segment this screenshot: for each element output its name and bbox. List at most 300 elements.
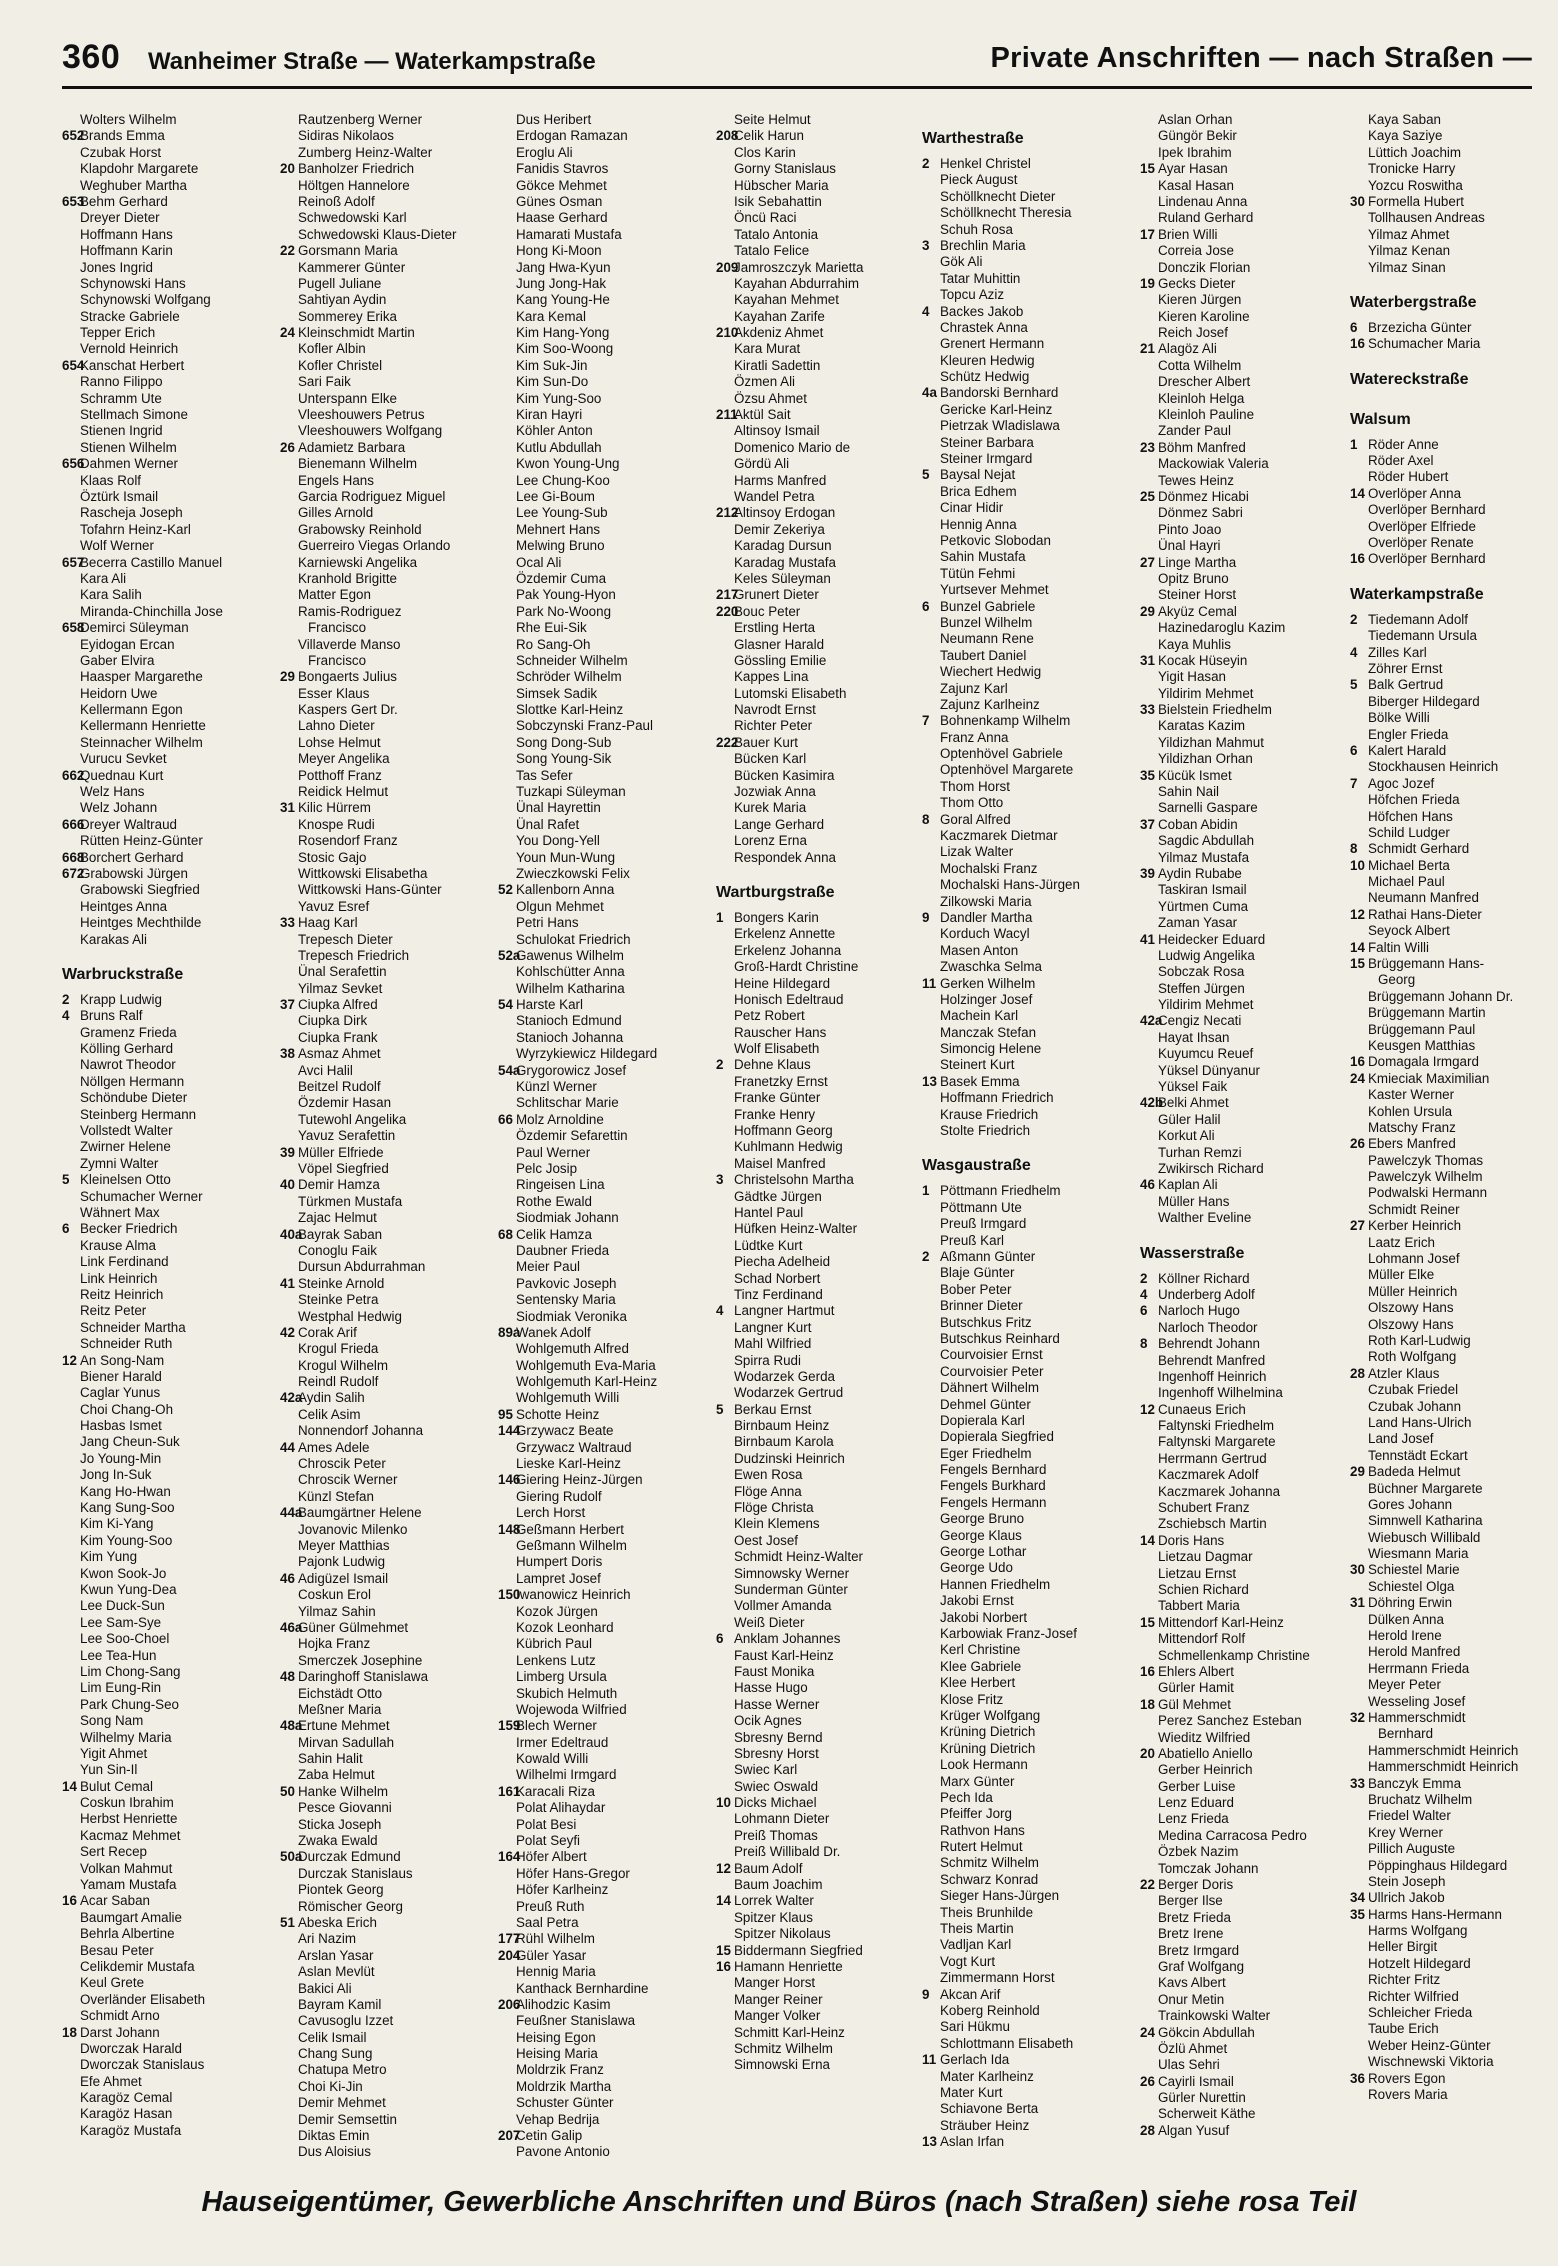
house-number: 30 [1350, 1562, 1365, 1578]
resident-entry [1140, 899, 1354, 915]
resident-entry [1140, 964, 1354, 980]
resident-entry [280, 1013, 494, 1029]
resident-entry [1140, 161, 1354, 177]
resident-entry [1140, 1844, 1354, 1860]
resident-name: Marx Günter [940, 1773, 1015, 1789]
resident-entry [1350, 645, 1558, 661]
street-heading [922, 1153, 1136, 1179]
resident-entry [716, 735, 930, 751]
resident-entry [716, 1254, 930, 1270]
house-number: 2 [922, 156, 930, 171]
resident-name: Graf Wolfgang [1158, 1958, 1245, 1974]
resident-name: Schild Ludger [1368, 824, 1450, 840]
resident-name: Bongaerts Julius [298, 669, 397, 685]
resident-name: Seite Helmut [734, 112, 811, 127]
resident-entry [716, 341, 930, 357]
resident-entry [280, 686, 494, 702]
resident-name: Hong Ki-Moon [516, 243, 602, 259]
resident-name: Rothe Ewald [516, 1193, 592, 1209]
resident-name: Keusgen Matthias [1368, 1037, 1476, 1053]
resident-name: Erstling Herta [734, 620, 816, 636]
resident-name: Yozcu Roswitha [1368, 177, 1463, 193]
resident-entry [1350, 776, 1558, 792]
resident-entry [1140, 1566, 1354, 1582]
resident-name: Klein Klemens [734, 1516, 820, 1532]
resident-entry [1350, 743, 1558, 759]
resident-name: Ünal Serafettin [298, 964, 387, 980]
resident-entry [498, 243, 712, 259]
house-number: 20 [280, 161, 295, 177]
resident-entry [716, 1730, 930, 1746]
house-number: 22 [1140, 1877, 1155, 1893]
resident-name: Masen Anton [940, 942, 1019, 958]
resident-name: Scherweit Käthe [1158, 2106, 1256, 2122]
resident-name: Overlöper Bernhard [1368, 551, 1486, 567]
house-number: 24 [1350, 1070, 1365, 1086]
resident-entry [716, 1811, 930, 1827]
resident-name: Wilhelmy Maria [80, 1729, 172, 1745]
resident-name: Machein Karl [940, 1008, 1019, 1024]
street-heading [1350, 290, 1558, 316]
house-number: 26 [280, 439, 295, 455]
resident-name: Backes Jakob [940, 303, 1024, 319]
resident-name: Humpert Doris [516, 1554, 603, 1570]
house-number: 12 [62, 1352, 77, 1368]
resident-entry [1140, 1320, 1354, 1336]
resident-name: Müller Hans [1158, 1193, 1230, 1209]
resident-name: Franke Henry [734, 1106, 816, 1122]
resident-entry [62, 718, 276, 734]
resident-entry [1140, 1079, 1354, 1095]
resident-name: Karadag Dursun [734, 538, 832, 554]
house-number: 12 [716, 1860, 731, 1876]
resident-name: Stellmach Simone [80, 407, 188, 423]
resident-name: Erkelenz Annette [734, 926, 836, 942]
resident-name: Wohlgemuth Eva-Maria [516, 1357, 656, 1373]
resident-name: Park No-Woong [516, 603, 612, 619]
resident-name: Maisel Manfred [734, 1155, 826, 1171]
resident-name: Cayirli Ismail [1158, 2073, 1234, 2089]
resident-entry [922, 910, 1136, 926]
resident-entry [62, 1369, 276, 1385]
resident-name: Courvoisier Ernst [940, 1347, 1043, 1363]
resident-name: Kranhold Brigitte [298, 570, 397, 586]
resident-name: Stracke Gabriele [80, 308, 180, 324]
resident-entry [498, 1063, 712, 1079]
resident-name: Knospe Rudi [298, 816, 375, 832]
resident-name: Basek Emma [940, 1073, 1020, 1089]
resident-name: Sahin Nail [1158, 784, 1220, 800]
resident-name: Coban Abidin [1158, 816, 1238, 832]
resident-name: Demir Semsettin [298, 2111, 397, 2127]
resident-name: Aßmann Günter [940, 1249, 1036, 1264]
resident-name: Pillich Auguste [1368, 1841, 1456, 1857]
resident-entry [716, 1008, 930, 1024]
resident-name: Besau Peter [80, 1942, 154, 1958]
resident-name: Bulut Cemal [80, 1778, 153, 1794]
resident-name: Hotzelt Hildegard [1368, 1955, 1471, 1971]
resident-entry [498, 1620, 712, 1636]
resident-name: Eichstädt Otto [298, 1685, 383, 1701]
resident-entry [716, 178, 930, 194]
resident-entry [1140, 358, 1354, 374]
resident-entry [1140, 1713, 1354, 1729]
resident-entry [1140, 1210, 1354, 1226]
resident-entry [1350, 1677, 1558, 1693]
resident-entry [62, 1844, 276, 1860]
resident-name: Borchert Gerhard [80, 849, 184, 865]
resident-entry [922, 287, 1136, 303]
resident-entry [922, 926, 1136, 942]
resident-entry [280, 1063, 494, 1079]
resident-entry [922, 1495, 1136, 1511]
resident-entry [62, 1975, 276, 1991]
resident-name: Mater Kurt [940, 2084, 1003, 2100]
resident-name: Kacmaz Mehmet [80, 1827, 181, 1843]
resident-name: Lietzau Dagmar [1158, 1549, 1253, 1565]
resident-name: Stienen Ingrid [80, 423, 163, 439]
resident-name: Karagöz Cemal [80, 2090, 173, 2106]
resident-name: Tewes Heinz [1158, 472, 1234, 488]
house-number: 66 [498, 1111, 513, 1127]
resident-entry [716, 1828, 930, 1844]
resident-entry [62, 522, 276, 538]
resident-name: Kang Ho-Hwan [80, 1483, 171, 1499]
resident-name: Adigüzel Ismail [298, 1570, 389, 1586]
resident-entry [922, 1446, 1136, 1462]
resident-entry [498, 1505, 712, 1521]
resident-entry [716, 538, 930, 554]
resident-entry [1140, 637, 1354, 653]
resident-name: Römischer Georg [298, 1898, 403, 1914]
resident-entry [716, 1467, 930, 1483]
resident-entry [280, 800, 494, 816]
resident-name: Höfer Hans-Gregor [516, 1865, 630, 1881]
resident-name: Rovers Egon [1368, 2070, 1446, 2086]
resident-entry [1350, 1464, 1558, 1480]
resident-entry [716, 1041, 930, 1057]
house-number: 5 [922, 467, 930, 483]
resident-name: Brands Emma [80, 128, 165, 144]
resident-name: Cengiz Necati [1158, 1013, 1242, 1029]
resident-entry [498, 1571, 712, 1587]
resident-name: Demir Zekeriya [734, 521, 825, 537]
resident-entry [1350, 874, 1558, 890]
house-number: 44a [280, 1505, 303, 1521]
resident-name: Tofahrn Heinz-Karl [80, 521, 191, 537]
resident-name: Heising Maria [516, 2046, 598, 2062]
resident-name: Faust Karl-Heinz [734, 1647, 834, 1663]
resident-entry [716, 1762, 930, 1778]
street-name: Wasgaustraße [922, 1157, 1031, 1175]
resident-entry [1350, 1267, 1558, 1283]
resident-name: Sobczynski Franz-Paul [516, 718, 653, 734]
resident-entry [716, 1139, 930, 1155]
resident-name: Blech Werner [516, 1718, 597, 1734]
resident-entry [1140, 505, 1354, 521]
resident-name: Bruchatz Wilhelm [1368, 1791, 1473, 1807]
resident-name: Sbresny Bernd [734, 1729, 823, 1745]
resident-entry [498, 522, 712, 538]
resident-entry [62, 1992, 276, 2008]
house-number: 28 [1140, 2122, 1155, 2138]
resident-entry [1140, 817, 1354, 833]
resident-entry [498, 1407, 712, 1423]
resident-name: Lenz Eduard [1158, 1795, 1234, 1811]
resident-entry [1140, 456, 1354, 472]
resident-entry [498, 128, 712, 144]
house-number: 9 [922, 1986, 930, 2002]
resident-name: Kieren Karoline [1158, 308, 1250, 324]
resident-name: Ciupka Dirk [298, 1013, 368, 1029]
resident-name: Grenert Hermann [940, 336, 1045, 352]
resident-name: Haag Karl [298, 915, 358, 931]
resident-name: Ünal Hayrettin [516, 800, 601, 816]
resident-name: Dicks Michael [734, 1795, 817, 1811]
resident-entry [1140, 1145, 1354, 1161]
resident-name: Schneider Wilhelm [516, 652, 628, 668]
resident-entry [922, 1937, 1136, 1953]
resident-entry [716, 1795, 930, 1811]
resident-name: Rosendorf Franz [298, 833, 398, 849]
resident-entry [716, 1533, 930, 1549]
resident-entry [280, 555, 494, 571]
resident-name: Choi Chang-Oh [80, 1401, 174, 1417]
resident-entry [1140, 309, 1354, 325]
page-number: 360 [62, 38, 121, 76]
resident-entry [1350, 1251, 1558, 1267]
resident-entry [498, 309, 712, 325]
resident-entry [62, 1090, 276, 1106]
resident-entry [62, 751, 276, 767]
resident-entry [62, 358, 276, 374]
resident-name: Kaczmarek Johanna [1158, 1483, 1281, 1499]
resident-name: Schröder Wilhelm [516, 669, 622, 685]
resident-entry [716, 718, 930, 734]
resident-name: Schubert Franz [1158, 1500, 1250, 1516]
resident-name: Demir Mehmet [298, 2095, 386, 2111]
resident-entry [922, 2019, 1136, 2035]
resident-entry [280, 1981, 494, 1997]
resident-entry [1350, 1300, 1558, 1316]
resident-entry [716, 943, 930, 959]
resident-entry [1140, 1194, 1354, 1210]
resident-entry [280, 997, 494, 1013]
resident-name: Pelc Josip [516, 1161, 578, 1176]
resident-name: Dworczak Stanislaus [80, 2057, 205, 2073]
resident-entry [280, 374, 494, 390]
resident-entry [1140, 1112, 1354, 1128]
resident-entry [280, 768, 494, 784]
resident-name: Schöndube Dieter [80, 1090, 188, 1106]
resident-entry [280, 2013, 494, 2029]
resident-name: Wolf Werner [80, 538, 154, 554]
resident-name: Gerlach Ida [940, 2052, 1010, 2068]
resident-name: Atzler Klaus [1368, 1365, 1440, 1381]
resident-name: Höfchen Hans [1368, 808, 1453, 824]
house-number: 5 [1350, 677, 1358, 693]
resident-entry [62, 800, 276, 816]
resident-name: Grabowsky Reinhold [298, 521, 422, 537]
resident-entry [498, 1292, 712, 1308]
resident-entry [716, 1353, 930, 1369]
resident-name: Yildizhan Mahmut [1158, 734, 1264, 750]
resident-name: Tabbert Maria [1158, 1598, 1240, 1614]
resident-name: Schiestel Marie [1368, 1562, 1460, 1578]
resident-entry [62, 1664, 276, 1680]
resident-entry [1140, 227, 1354, 243]
resident-name: Blaje Günter [940, 1265, 1015, 1281]
house-number: 51 [280, 1914, 295, 1930]
resident-entry [1350, 1513, 1558, 1529]
resident-name: Yavuz Esref [298, 898, 370, 914]
resident-name: Tomczak Johann [1158, 1860, 1259, 1876]
resident-entry [1140, 1385, 1354, 1401]
house-number: 16 [1350, 1054, 1365, 1070]
resident-entry [1140, 1893, 1354, 1909]
resident-entry [280, 1456, 494, 1472]
resident-entry [922, 894, 1136, 910]
resident-entry [280, 243, 494, 259]
resident-name: Spitzer Nikolaus [734, 1926, 831, 1942]
resident-entry [716, 587, 930, 603]
resident-entry [1140, 2074, 1354, 2090]
resident-entry [922, 1123, 1136, 1139]
resident-name: Rauscher Hans [734, 1024, 827, 1040]
resident-name: Sträuber Heinz [940, 2117, 1030, 2133]
resident-name: Bretz Frieda [1158, 1909, 1231, 1925]
resident-name: Celik Asim [298, 1406, 361, 1422]
resident-entry [922, 713, 1136, 729]
house-number: 14 [1350, 485, 1365, 501]
resident-name: Abeska Erich [298, 1914, 377, 1930]
resident-name: Schleicher Frieda [1368, 2005, 1473, 2021]
resident-name: Meyer Matthias [298, 1537, 390, 1553]
resident-name: Harste Karl [516, 997, 583, 1013]
resident-name: Francisco [308, 620, 367, 636]
resident-entry [280, 850, 494, 866]
resident-entry [498, 1489, 712, 1505]
resident-entry [1350, 1104, 1558, 1120]
resident-name: Stanioch Edmund [516, 1013, 622, 1029]
resident-name: Keul Grete [80, 1975, 145, 1991]
resident-name: Tatalo Felice [734, 243, 810, 259]
house-number: 164 [498, 1849, 521, 1865]
house-number: 4 [922, 303, 930, 319]
resident-name: Schöllknecht Dieter [940, 188, 1056, 204]
resident-entry [1350, 1710, 1558, 1726]
house-number: 29 [1140, 603, 1155, 619]
resident-name: Baum Joachim [734, 1877, 823, 1893]
resident-entry [922, 2069, 1136, 2085]
resident-entry [922, 156, 1136, 172]
house-number: 46a [280, 1619, 303, 1635]
resident-name: Pavone Antonio [516, 2144, 610, 2160]
resident-name: Lieske Karl-Heinz [516, 1456, 621, 1472]
resident-entry [1140, 1418, 1354, 1434]
resident-entry [62, 571, 276, 587]
resident-name: Acar Saban [80, 1893, 150, 1909]
resident-entry [62, 1057, 276, 1073]
resident-entry [922, 304, 1136, 320]
resident-entry [498, 276, 712, 292]
resident-entry [498, 1095, 712, 1111]
resident-name: Brinner Dieter [940, 1298, 1023, 1314]
house-number: 44 [280, 1439, 295, 1455]
resident-name: Kwon Sook-Jo [80, 1565, 167, 1581]
resident-entry [498, 456, 712, 472]
resident-name: Stanioch Johanna [516, 1029, 624, 1045]
resident-entry [280, 1309, 494, 1325]
resident-entry [62, 1353, 276, 1369]
resident-name: Stein Joseph [1368, 1873, 1446, 1889]
resident-name: Pieck August [940, 172, 1018, 188]
resident-entry [1350, 1317, 1558, 1333]
resident-name: Ewen Rosa [734, 1467, 803, 1483]
resident-entry [62, 1451, 276, 1467]
resident-entry [498, 1112, 712, 1128]
resident-entry [62, 1746, 276, 1762]
resident-name: Akcan Arif [940, 1986, 1001, 2002]
resident-entry [1140, 522, 1354, 538]
resident-name: Aslan Orhan [1158, 112, 1233, 127]
resident-entry [716, 210, 930, 226]
resident-entry [498, 718, 712, 734]
directory-column [62, 112, 276, 2139]
resident-name: Hamarati Mustafa [516, 226, 622, 242]
resident-name: Krogul Wilhelm [298, 1357, 389, 1373]
resident-name: Jung Jong-Hak [516, 275, 607, 291]
resident-name: Dreyer Dieter [80, 210, 160, 226]
resident-name: Olgun Mehmet [516, 898, 604, 914]
resident-entry [498, 325, 712, 341]
house-number: 52 [498, 882, 513, 898]
resident-entry [498, 1423, 712, 1439]
resident-entry [1350, 907, 1558, 923]
resident-name: Kiratli Sadettin [734, 357, 821, 373]
resident-entry [1140, 1631, 1354, 1647]
resident-entry [716, 440, 930, 456]
resident-name: Kayahan Zarife [734, 308, 825, 324]
resident-entry [62, 1221, 276, 1237]
resident-name: Anklam Johannes [734, 1631, 841, 1647]
resident-name: Sobczak Rosa [1158, 964, 1245, 980]
resident-name: Zöhrer Ernst [1368, 660, 1443, 676]
resident-name: Dandler Martha [940, 909, 1033, 925]
resident-name: Klee Herbert [940, 1675, 1016, 1691]
resident-entry [1350, 792, 1558, 808]
street-heading [62, 962, 276, 988]
resident-name: Hasbas Ismet [80, 1418, 162, 1434]
resident-name: George Udo [940, 1560, 1013, 1576]
resident-name: Güler Halil [1158, 1111, 1221, 1127]
resident-entry [62, 1926, 276, 1942]
resident-name: Schmidt Arno [80, 2008, 160, 2024]
resident-name: Yilmaz Kenan [1368, 243, 1451, 259]
resident-name: Yildirim Mehmet [1158, 997, 1254, 1013]
resident-entry [1350, 1399, 1558, 1415]
resident-entry [922, 1347, 1136, 1363]
resident-name: Avci Halil [298, 1062, 353, 1078]
resident-entry [1140, 194, 1354, 210]
house-number: 13 [922, 1073, 937, 1089]
resident-name: Gökce Mehmet [516, 177, 607, 193]
resident-name: Bretz Irmgard [1158, 1942, 1240, 1958]
resident-name: Wesseling Josef [1368, 1693, 1466, 1709]
resident-entry [62, 1566, 276, 1582]
resident-entry [498, 341, 712, 357]
street-heading [1350, 407, 1558, 433]
